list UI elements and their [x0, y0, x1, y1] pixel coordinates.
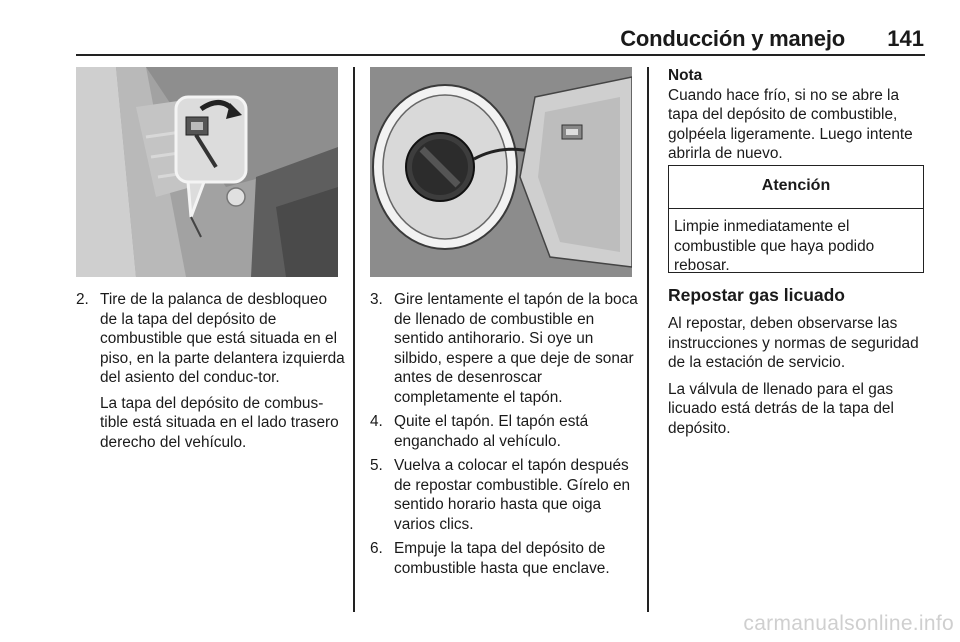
- column-divider-2: [647, 67, 649, 612]
- fuel-cap-photo: [370, 67, 632, 277]
- note-text: Cuando hace frío, si no se abre la tapa del depósito de combustible, golpéela ligeramente. Luego intente abrirla de nuevo.: [668, 86, 913, 162]
- step-number: 5.: [370, 457, 383, 474]
- section-paragraph: La válvula de llenado para el gas licuado está detrás de la tapa del depósito.: [668, 380, 894, 437]
- header-rule: [76, 54, 925, 56]
- step-extra-text: La tapa del depósito de combus-tible está situada en el lado trasero derecho del vehículo.: [100, 394, 339, 451]
- list-item: [370, 412, 638, 451]
- list-item: [370, 456, 638, 534]
- step-number: 2.: [76, 291, 89, 308]
- release-lever-photo: [76, 67, 338, 277]
- steps-column-1: [76, 290, 346, 457]
- warning-title: Atención: [669, 166, 923, 209]
- step-text: Tire de la palanca de desbloqueo de la tapa del depósito de combustible que está situada en el piso, en la parte delantera izquierda del asiento del conduc-tor.: [100, 291, 345, 386]
- section-paragraph: Al repostar, deben observarse las instrucciones y normas de seguridad de la estación de servicio.: [668, 315, 919, 371]
- steps-column-2: [370, 290, 638, 583]
- page-number: 141: [887, 26, 924, 51]
- step-number: 6.: [370, 540, 383, 557]
- step-text: Vuelva a colocar el tapón después de repostar combustible. Gírelo en sentido horario hasta que oiga varios clics.: [394, 457, 631, 533]
- note-label: Nota: [668, 67, 703, 84]
- warning-box: [668, 165, 924, 273]
- watermark-text: carmanualsonline.info: [743, 612, 954, 635]
- step-number: 3.: [370, 291, 383, 308]
- note-block: [668, 66, 930, 164]
- list-item: [76, 290, 346, 452]
- page-title: Conducción y manejo: [620, 26, 845, 51]
- section-body: [668, 314, 930, 445]
- step-number: 4.: [370, 413, 383, 430]
- list-item: [370, 539, 638, 578]
- section-title: Repostar gas licuado: [668, 285, 845, 305]
- step-text: Gire lentamente el tapón de la boca de llenado de combustible en sentido antihorario. Si oye un silbido, espere a que deje de sonar antes de desenroscar completamente el tapón.: [394, 291, 638, 406]
- column-divider-1: [353, 67, 355, 612]
- step-text: Quite el tapón. El tapón está enganchado al vehículo.: [394, 413, 589, 450]
- warning-text: Limpie inmediatamente el combustible que haya podido rebosar.: [674, 218, 875, 274]
- list-item: [370, 290, 638, 407]
- step-text: Empuje la tapa del depósito de combustible hasta que enclave.: [394, 540, 610, 577]
